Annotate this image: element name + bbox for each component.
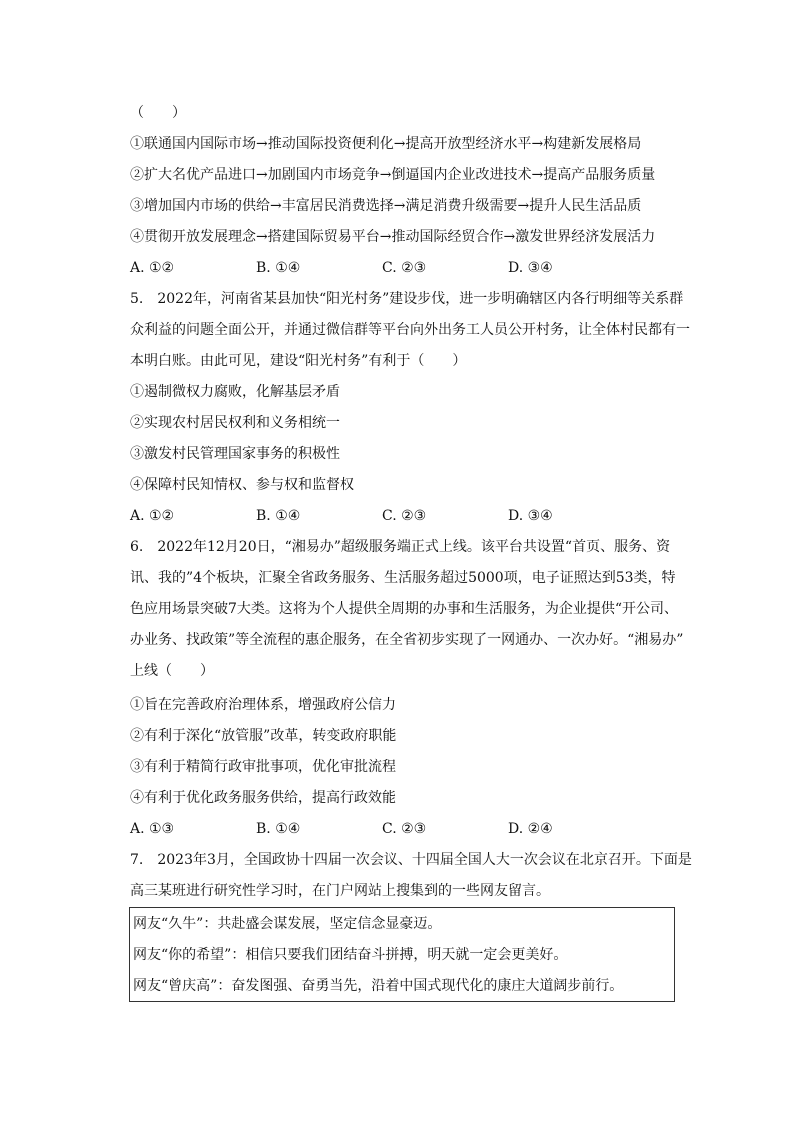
- q6-item-4: ④有利于优化政务服务供给，提高行政效能: [130, 790, 396, 806]
- netizen-comments-box: [129, 907, 675, 1002]
- answer-bracket: （ ）: [130, 105, 186, 121]
- q6-option-d: D. ②④: [508, 821, 553, 837]
- q6-options: [130, 819, 690, 839]
- q6-option-b: B. ①④: [256, 821, 301, 837]
- q5-item-4: ④保障村民知情权、参与权和监督权: [130, 477, 354, 493]
- q6-stem-line-1: 6. 2022年12月20日，“湘易办”超级服务端正式上线。该平台共设置“首页、服务、资: [130, 539, 671, 555]
- q6-item-2: ②有利于深化“放管服”改革，转变政府职能: [130, 728, 397, 744]
- q5-option-d: D. ③④: [508, 508, 553, 524]
- q6-item-3: ③有利于精简行政审批事项，优化审批流程: [130, 759, 396, 775]
- q4-options: [130, 258, 690, 278]
- q5-item-1: ①遏制微权力腐败，化解基层矛盾: [130, 384, 340, 400]
- q4-item-3: ③增加国内市场的供给→丰富居民消费选择→满足消费升级需要→提升人民生活品质: [130, 198, 642, 214]
- q7-stem-line-1: 7. 2023年3月，全国政协十四届一次会议、十四届全国人大一次会议在北京召开。下面是: [130, 852, 692, 868]
- q6-stem-line-4: 办业务、找政策”等全流程的惠企服务，在全省初步实现了一网通办、一次办好。“湘易办”: [130, 632, 684, 648]
- q5-option-b: B. ①④: [256, 508, 301, 524]
- comment-2: 网友“你的希望”：相信只要我们团结奋斗拼搏，明天就一定会更美好。: [133, 947, 568, 963]
- q5-stem-line-3: 本明白账。由此可见，建设“阳光村务”有利于（ ）: [130, 353, 467, 369]
- q6-stem-line-5: 上线（ ）: [130, 663, 214, 679]
- q4-item-1: ①联通国内国际市场→推动国际投资便利化→提高开放型经济水平→构建新发展格局: [130, 136, 642, 152]
- q5-options: [130, 506, 690, 526]
- q4-item-2: ②扩大名优产品进口→加剧国内市场竞争→倒逼国内企业改进技术→提高产品服务质量: [130, 167, 656, 183]
- q4-option-a: A. ①②: [130, 260, 175, 276]
- q4-option-c: C. ②③: [382, 260, 427, 276]
- q7-stem-line-2: 高三某班进行研究性学习时，在门户网站上搜集到的一些网友留言。: [130, 883, 550, 899]
- q4-option-d: D. ③④: [508, 260, 553, 276]
- q6-option-a: A. ①③: [130, 821, 175, 837]
- q4-option-b: B. ①④: [256, 260, 301, 276]
- q5-stem-line-2: 众利益的问题全面公开，并通过微信群等平台向外出务工人员公开村务，让全体村民都有一: [130, 322, 690, 338]
- q5-stem-line-1: 5. 2022年，河南省某县加快“阳光村务”建设步伐，进一步明确辖区内各行明细等关系群: [130, 291, 684, 307]
- q5-option-a: A. ①②: [130, 508, 175, 524]
- q5-option-c: C. ②③: [382, 508, 427, 524]
- q6-stem-line-2: 讯、我的”4个板块，汇聚全省政务服务、生活服务超过5000项，电子证照达到53类，特: [130, 570, 676, 586]
- comment-3: 网友“曾庆高”：奋发图强、奋勇当先，沿着中国式现代化的康庄大道阔步前行。: [133, 978, 624, 994]
- q6-option-c: C. ②③: [382, 821, 427, 837]
- comment-1: 网友“久牛”：共赴盛会谋发展，坚定信念显豪迈。: [133, 916, 442, 932]
- q4-item-4: ④贯彻开放发展理念→搭建国际贸易平台→推动国际经贸合作→激发世界经济发展活力: [130, 229, 656, 245]
- q6-stem-line-3: 色应用场景突破7大类。这将为个人提供全周期的办事和生活服务，为企业提供“开公司、: [130, 601, 679, 617]
- q5-item-3: ③激发村民管理国家事务的积极性: [130, 446, 340, 462]
- q5-item-2: ②实现农村居民权利和义务相统一: [130, 415, 340, 431]
- q6-item-1: ①旨在完善政府治理体系，增强政府公信力: [130, 697, 396, 713]
